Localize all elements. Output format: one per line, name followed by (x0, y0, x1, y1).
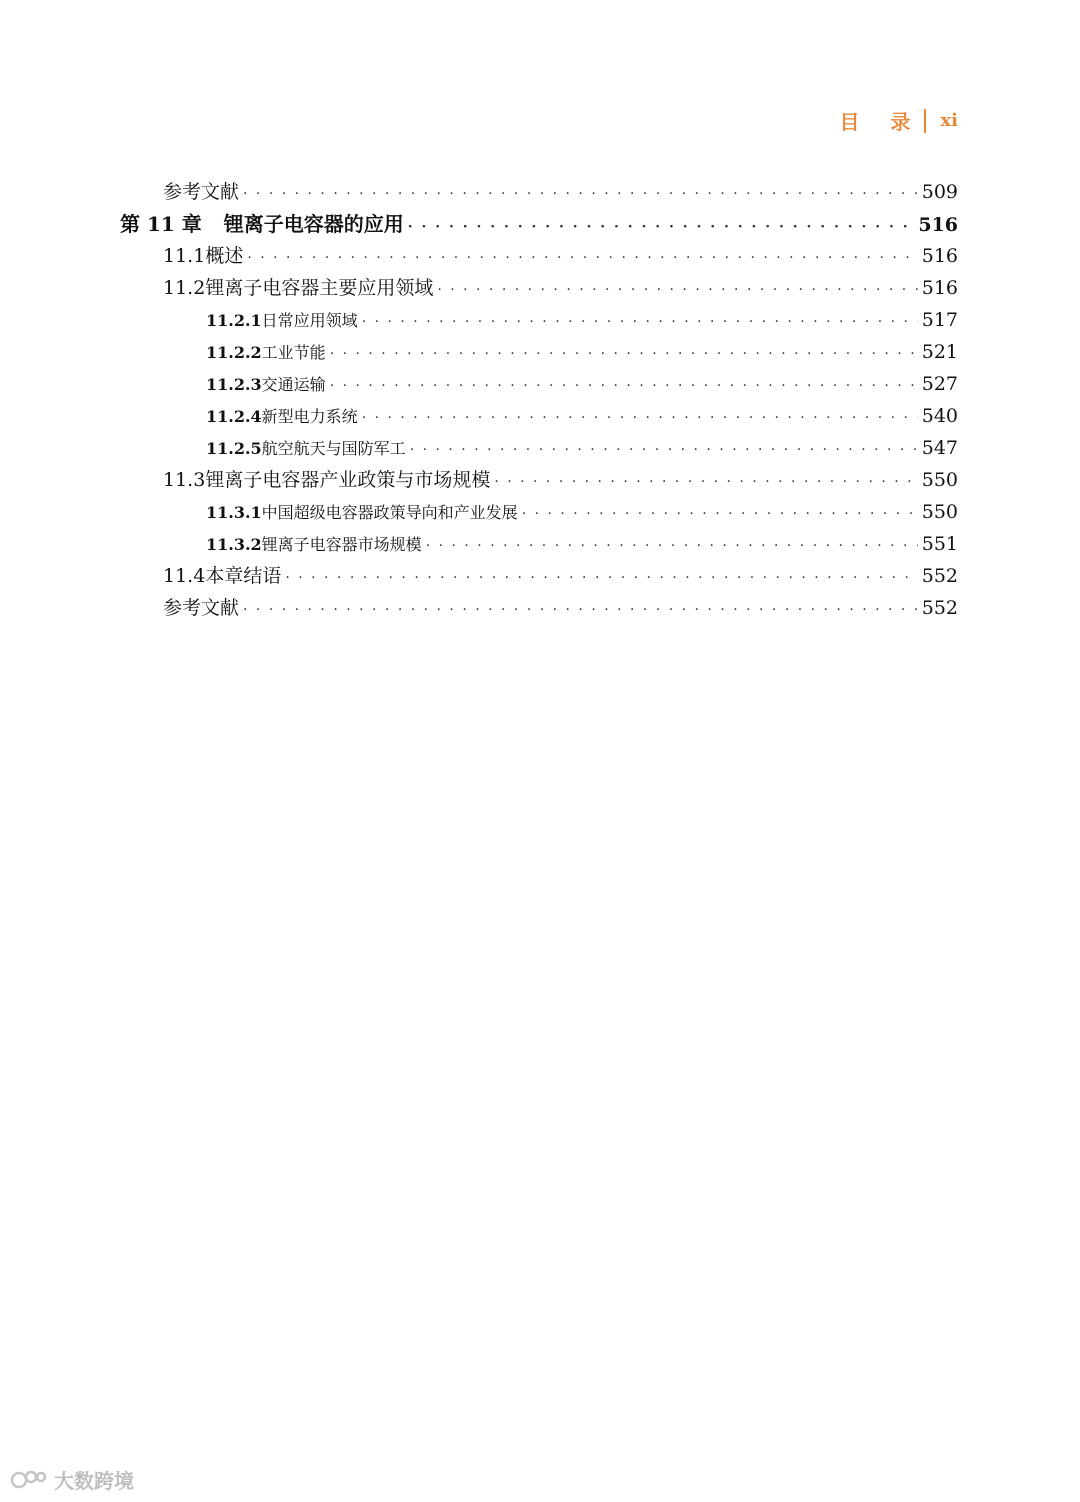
toc-page: 521 (921, 341, 958, 363)
watermark-logo-icon (10, 1467, 48, 1493)
toc-entry[interactable] (206, 496, 958, 528)
toc-number: 11.2.1 (206, 311, 262, 330)
toc-number: 11.2 (163, 277, 206, 299)
toc-page: 552 (921, 565, 958, 587)
toc-entry[interactable] (163, 272, 958, 304)
toc-number: 11.2.5 (206, 439, 262, 458)
header-page-number: xi (940, 110, 958, 131)
toc-leader (247, 242, 917, 274)
toc-page: 509 (921, 181, 958, 203)
toc-leader (410, 434, 918, 466)
toc-title: 参考文献 (163, 597, 240, 619)
toc-title: 锂离子电容器产业政策与市场规模 (205, 469, 491, 491)
toc-leader (330, 338, 918, 370)
toc-leader (362, 306, 918, 338)
toc-entry[interactable] (163, 464, 958, 496)
toc-entry[interactable] (206, 336, 958, 368)
toc-number: 11.4 (163, 565, 206, 587)
toc-page: 540 (921, 405, 958, 427)
toc-entry[interactable] (206, 528, 958, 560)
toc-leader (408, 211, 915, 243)
toc-entry[interactable] (163, 592, 958, 624)
toc-entry[interactable] (206, 368, 958, 400)
toc-leader (426, 530, 918, 562)
toc-page: 527 (921, 373, 958, 395)
page-header (839, 106, 958, 135)
watermark (10, 1465, 134, 1494)
toc-leader (522, 498, 918, 530)
header-title: 目 录 (839, 110, 923, 134)
toc-title: 日常应用领域 (261, 311, 358, 330)
toc-page: 550 (921, 501, 958, 523)
toc-page: 552 (921, 597, 958, 619)
toc-title: 交通运输 (261, 375, 326, 394)
toc-title: 锂离子电容器主要应用领域 (205, 277, 434, 299)
toc-title: 中国超级电容器政策导向和产业发展 (261, 503, 518, 522)
toc-title: 参考文献 (163, 181, 240, 203)
toc-leader (243, 178, 918, 210)
toc-number: 11.3.2 (206, 535, 262, 554)
toc-title: 锂离子电容器的应用 (223, 212, 404, 236)
toc-leader (243, 594, 918, 626)
header-separator (924, 109, 926, 133)
toc-number: 11.2.4 (206, 407, 262, 426)
toc-page: 551 (921, 533, 958, 555)
toc-entry[interactable] (206, 304, 958, 336)
toc-entry[interactable] (163, 176, 958, 208)
watermark-text: 大数跨境 (54, 1469, 134, 1493)
toc-leader (285, 562, 917, 594)
toc-number: 11.2.3 (206, 375, 262, 394)
toc-leader (330, 370, 918, 402)
toc-number: 11.3 (163, 469, 206, 491)
toc-title: 概述 (205, 245, 244, 267)
toc-number: 11.2.2 (206, 343, 262, 362)
toc-title: 新型电力系统 (261, 407, 358, 426)
toc-entry[interactable] (163, 240, 958, 272)
toc-entry[interactable] (163, 560, 958, 592)
toc-page: 516 (921, 245, 958, 267)
toc-number: 11.1 (163, 245, 206, 267)
toc-leader (362, 402, 918, 434)
toc-page: 547 (921, 437, 958, 459)
toc-number: 第 11 章 (120, 212, 202, 236)
toc-page: 550 (921, 469, 958, 491)
toc-entry[interactable] (206, 432, 958, 464)
toc-page: 516 (921, 277, 958, 299)
toc-title: 锂离子电容器市场规模 (261, 535, 422, 554)
toc-entry[interactable] (120, 208, 958, 240)
toc-leader (494, 466, 917, 498)
toc-entry[interactable] (206, 400, 958, 432)
toc-page: 517 (921, 309, 958, 331)
toc-page: 516 (918, 214, 958, 236)
toc-title: 本章结语 (205, 565, 282, 587)
toc-title: 工业节能 (261, 343, 326, 362)
toc-leader (437, 274, 917, 306)
toc-number: 11.3.1 (206, 503, 262, 522)
toc-title: 航空航天与国防军工 (261, 439, 406, 458)
